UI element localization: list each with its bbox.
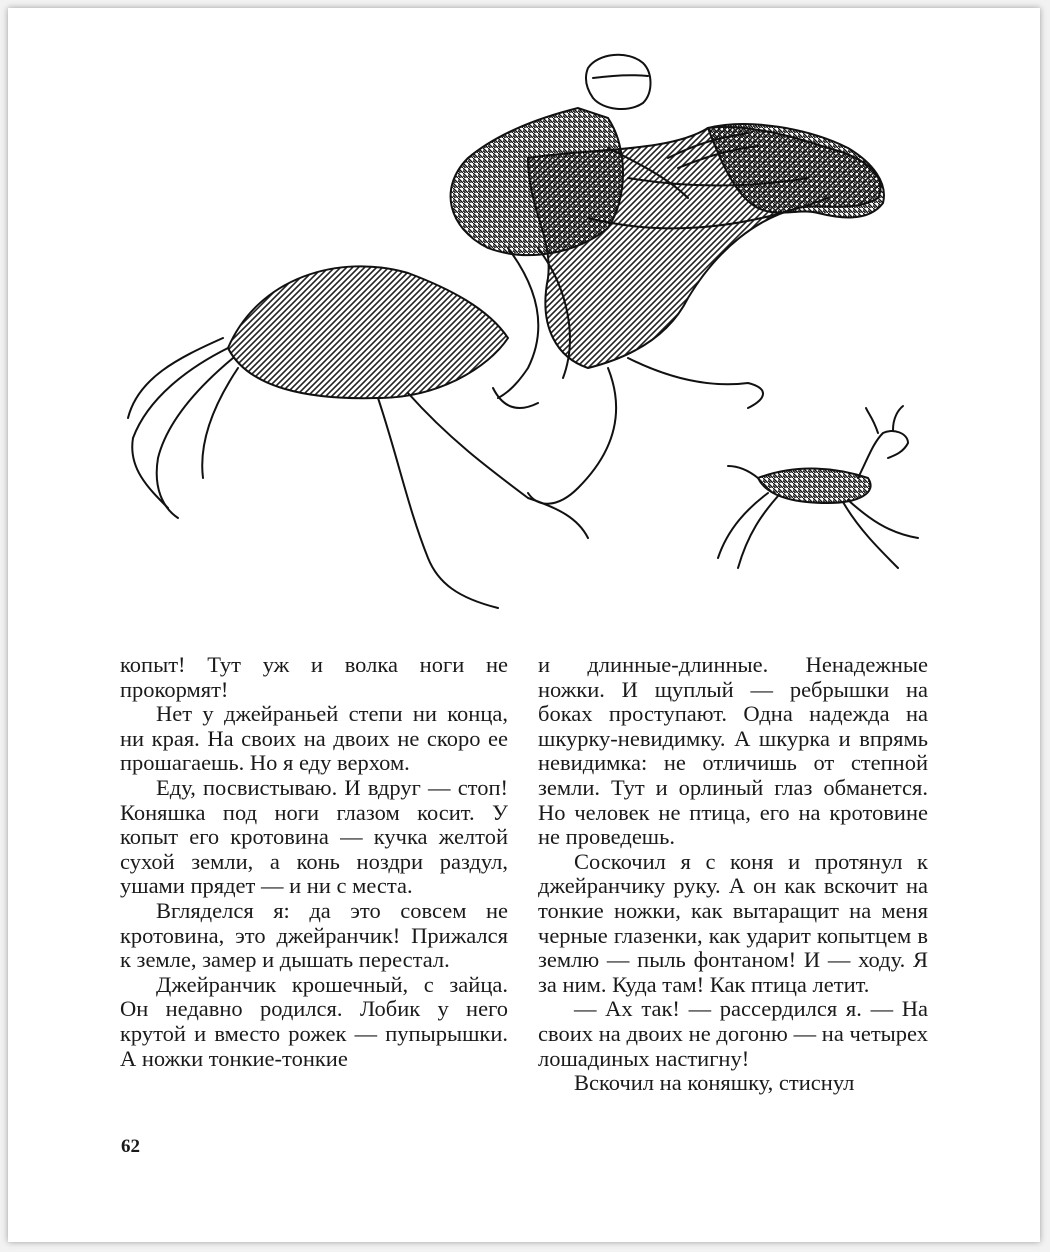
paragraph: Нет у джейраньей степи ни конца, ни края. На своих на двоих не скоро ее прошагаешь. Но я еду верхом. — [120, 701, 508, 776]
paragraph: Вгляделся я: да это совсем не кротовина, это джейранчик! Прижался к земле, замер и дышать перестал. — [120, 897, 508, 973]
paragraph: Еду, посвистываю. И вдруг — стоп! Коняшка под ноги глазом косит. У копыт его кротовина — кучка желтой сухой земли, а конь ноздри раздул, ушами прядет — и ни с места. — [120, 774, 508, 899]
paragraph: — Ах так! — рассердился я. — На своих на двоих не догоню — на четырех лошадиных настигну! — [538, 996, 928, 1071]
paragraph: Вскочил на коняшку, стиснул — [574, 1070, 855, 1096]
page-number: 62 — [121, 1136, 140, 1157]
paragraph: и длинные-длинные. Ненадежные ножки. И щуплый — ребрышки на боках проступают. Одна надежда на шкурку-невидимку. А шкурка и впрямь невидимка: не отличишь от степной земли. Тут и орлиный глаз обманется. Но человек не птица, его на кротовине не проведешь. — [538, 652, 928, 850]
paragraph: копыт! Тут уж и волка ноги не прокормят! — [120, 652, 508, 702]
paragraph: Соскочил я с коня и протянул к джейранчику руку. А он как вскочит на тонкие ножки, как вытаращит на меня черные глазенки, как ударит копытцем в землю — пыль фонтаном! И — ходу. Я за ним. Куда там! Как птица летит. — [538, 848, 928, 997]
right-text-column — [538, 653, 928, 1096]
left-text-column — [120, 653, 508, 1071]
fawn-figure — [718, 406, 918, 568]
paragraph: Джейранчик крошечный, с зайца. Он недавно родился. Лобик у него крутой и вместо рожек — пупырышки. А ножки тонкие-тонкие — [120, 971, 508, 1071]
book-page — [8, 8, 1040, 1242]
rider-horse-fawn-illustration — [108, 38, 928, 658]
